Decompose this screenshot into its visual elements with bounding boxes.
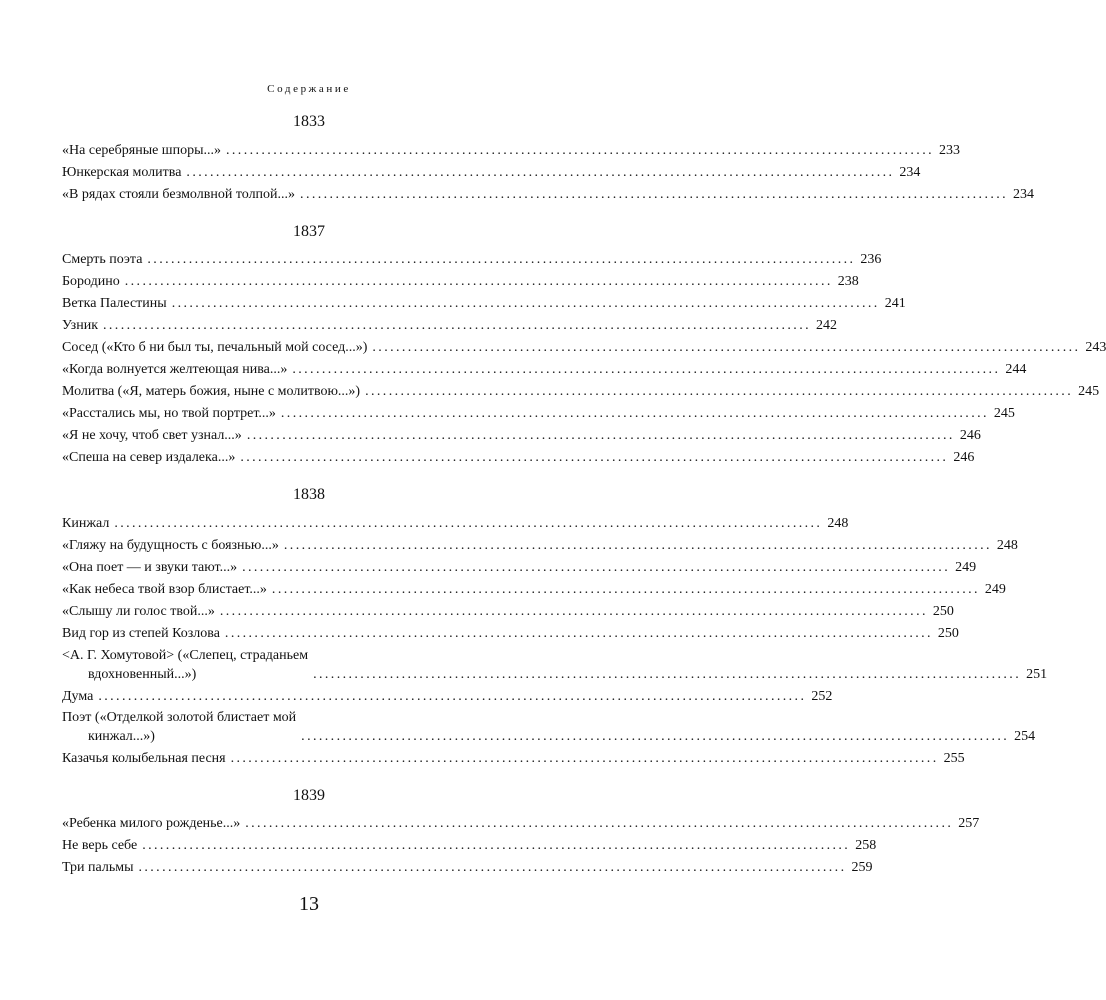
leader-dots: ........................................................................................................................	[372, 340, 1081, 355]
entry-title-continuation: кинжал...»)	[88, 729, 155, 744]
toc-entry[interactable]	[62, 316, 837, 335]
toc-entry[interactable]	[62, 185, 1035, 204]
entry-page: 251	[1026, 667, 1048, 682]
entry-page: 246	[959, 428, 981, 443]
entry-title: Не верь себе	[62, 838, 138, 853]
toc-entry[interactable]	[62, 602, 954, 621]
entry-title: «Расстались мы, но твой портрет...»	[62, 406, 276, 421]
entry-title: «Когда волнуется желтеющая нива...»	[62, 362, 288, 377]
entry-title: «Гляжу на будущность с боязнью...»	[62, 538, 279, 553]
page-number: 13	[299, 893, 319, 915]
toc-entry[interactable]	[62, 814, 980, 833]
entry-page: 255	[943, 751, 965, 766]
leader-dots: ........................................................................................................................	[300, 187, 1009, 202]
toc-entry[interactable]	[62, 580, 1006, 599]
entry-page: 242	[816, 318, 837, 333]
toc-entry[interactable]	[62, 294, 906, 313]
toc-entry[interactable]	[62, 858, 873, 877]
leader-dots: ........................................................................................................................	[114, 516, 823, 531]
entry-title	[62, 646, 308, 684]
leader-dots: ........................................................................................................................	[147, 252, 856, 267]
leader-dots: ........................................................................................................................	[171, 296, 880, 311]
toc-entry[interactable]	[62, 163, 921, 182]
toc-entry[interactable]	[62, 338, 1106, 357]
entry-title-line: Поэт («Отделкой золотой блистает мой	[62, 710, 297, 725]
entry-title-continuation: вдохновенный...»)	[88, 667, 197, 682]
entry-title: «Как небеса твой взор блистает...»	[62, 582, 267, 597]
entry-title: Сосед («Кто б ни был ты, печальный мой сосед...»)	[62, 340, 368, 355]
leader-dots: ........................................................................................................................	[313, 667, 1022, 682]
entry-title: «Спеша на север издалека...»	[62, 450, 236, 465]
leader-dots: ........................................................................................................................	[242, 560, 951, 575]
entry-page: 245	[1078, 384, 1100, 399]
leader-dots: ........................................................................................................................	[365, 384, 1074, 399]
entry-page: 259	[851, 860, 873, 875]
entry-page: 238	[837, 274, 859, 289]
entry-page: 254	[1014, 729, 1036, 744]
entry-title: Смерть поэта	[62, 252, 143, 267]
leader-dots: ........................................................................................................................	[219, 604, 928, 619]
toc-entry[interactable]	[62, 687, 833, 706]
entry-title: «В рядах стояли безмолвной толпой...»	[62, 187, 296, 202]
entry-page: 246	[953, 450, 975, 465]
leader-dots: ........................................................................................................................	[124, 274, 833, 289]
entry-title: «Слышу ли голос твой...»	[62, 604, 215, 619]
entry-title: Казачья колыбельная песня	[62, 751, 226, 766]
leader-dots: ........................................................................................................................	[301, 729, 1010, 744]
entry-title: Кинжал	[62, 516, 110, 531]
toc-entry[interactable]	[62, 749, 965, 768]
entry-page: 252	[811, 689, 833, 704]
leader-dots: ........................................................................................................................	[230, 751, 939, 766]
toc-entry[interactable]	[62, 404, 1015, 423]
entry-page: 258	[855, 838, 877, 853]
entry-page: 241	[884, 296, 906, 311]
section-year: 1837	[293, 223, 325, 240]
toc-entry[interactable]	[62, 382, 1100, 401]
leader-dots: ........................................................................................................................	[280, 406, 989, 421]
entry-title: Молитва («Я, матерь божия, ныне с молитвою...»)	[62, 384, 361, 399]
entry-title: Вид гор из степей Козлова	[62, 626, 220, 641]
entry-page: 234	[1013, 187, 1035, 202]
leader-dots: ........................................................................................................................	[271, 582, 980, 597]
running-head: Содержание	[267, 83, 351, 95]
entry-page: 233	[939, 143, 960, 158]
entry-title: «Я не хочу, чтоб свет узнал...»	[62, 428, 242, 443]
entry-title: «Ребенка милого рожденье...»	[62, 816, 241, 831]
toc-entry[interactable]	[62, 141, 960, 160]
entry-title: Бородино	[62, 274, 120, 289]
leader-dots: ........................................................................................................................	[103, 318, 811, 333]
entry-page: 250	[937, 626, 959, 641]
entry-title: Дума	[62, 689, 94, 704]
entry-page: 234	[899, 165, 921, 180]
leader-dots: ........................................................................................................................	[283, 538, 992, 553]
toc-entry[interactable]	[62, 558, 977, 577]
entry-page: 248	[827, 516, 849, 531]
entry-page: 245	[993, 406, 1015, 421]
section-year: 1838	[293, 486, 325, 503]
leader-dots: ........................................................................................................................	[246, 428, 955, 443]
entry-page: 243	[1085, 340, 1106, 355]
section-year: 1839	[293, 787, 325, 804]
toc-entry[interactable]	[62, 624, 959, 643]
leader-dots: ........................................................................................................................	[245, 816, 954, 831]
leader-dots: ........................................................................................................................	[224, 626, 933, 641]
toc-entry[interactable]	[62, 514, 849, 533]
toc-entry[interactable]	[62, 426, 981, 445]
entry-page: 244	[1005, 362, 1027, 377]
toc-entry[interactable]	[62, 836, 877, 855]
entry-title-line: <А. Г. Хомутовой> («Слепец, страданьем	[62, 648, 309, 663]
toc-entry[interactable]	[62, 272, 859, 291]
leader-dots: ........................................................................................................................	[186, 165, 895, 180]
entry-title: Ветка Палестины	[62, 296, 167, 311]
entry-page: 236	[860, 252, 882, 267]
toc-entry[interactable]	[62, 448, 975, 467]
toc-entry[interactable]	[62, 360, 1027, 379]
leader-dots: ........................................................................................................................	[292, 362, 1001, 377]
toc-entry[interactable]	[62, 708, 1036, 746]
entry-title: «Она поет — и звуки тают...»	[62, 560, 238, 575]
leader-dots: ........................................................................................................................	[240, 450, 949, 465]
entry-title: Узник	[62, 318, 98, 333]
entry-title: Три пальмы	[62, 860, 134, 875]
toc-entry[interactable]	[62, 646, 1048, 684]
toc-entry[interactable]	[62, 250, 882, 269]
section-year: 1833	[293, 113, 325, 130]
leader-dots: ........................................................................................................................	[142, 838, 851, 853]
entry-page: 248	[996, 538, 1018, 553]
entry-title: Юнкерская молитва	[62, 165, 182, 180]
entry-page: 257	[958, 816, 980, 831]
entry-page: 250	[932, 604, 954, 619]
entry-title	[62, 708, 296, 746]
leader-dots: ........................................................................................................................	[98, 689, 807, 704]
entry-page: 249	[984, 582, 1006, 597]
leader-dots: ........................................................................................................................	[138, 860, 847, 875]
toc-entry[interactable]	[62, 536, 1018, 555]
entry-page: 249	[955, 560, 977, 575]
entry-title: «На серебряные шпоры...»	[62, 143, 221, 158]
leader-dots: ........................................................................................................................	[226, 143, 934, 158]
